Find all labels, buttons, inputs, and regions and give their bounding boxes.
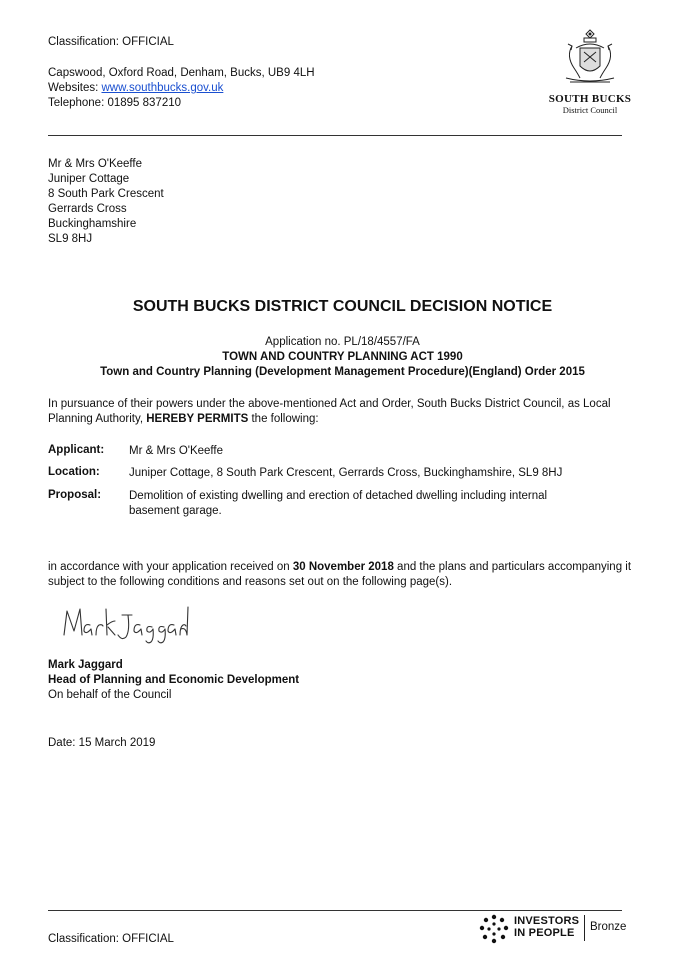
iip-line-2: IN PEOPLE bbox=[514, 927, 575, 939]
location-value: Juniper Cottage, 8 South Park Crescent, Gerrards Cross, Buckinghamshire, SL9 8HJ bbox=[129, 467, 563, 479]
location-label: Location: bbox=[48, 466, 100, 478]
recipient-line: Gerrards Cross bbox=[48, 203, 127, 215]
applicant-value: Mr & Mrs O'Keeffe bbox=[129, 445, 224, 457]
recipient-line: Mr & Mrs O'Keeffe bbox=[48, 158, 143, 170]
investors-in-people-icon bbox=[478, 913, 510, 945]
recipient-line: Juniper Cottage bbox=[48, 173, 130, 185]
footer-classification: Classification: OFFICIAL bbox=[48, 933, 174, 945]
accordance-line-2: subject to the following conditions and reasons set out on the following page(s). bbox=[48, 576, 453, 588]
telephone-line: Telephone: 01895 837210 bbox=[48, 97, 182, 109]
proposal-line-2: basement garage. bbox=[129, 505, 222, 517]
iip-separator bbox=[584, 915, 585, 941]
signatory-position: Head of Planning and Economic Development bbox=[48, 674, 300, 686]
website-link[interactable]: www.southbucks.gov.uk bbox=[101, 82, 224, 94]
accordance-line-1 bbox=[48, 560, 648, 575]
recipient-line: 8 South Park Crescent bbox=[48, 188, 164, 200]
accordance-text: and the plans and particulars accompanying it bbox=[393, 561, 632, 573]
order-heading: Town and Country Planning (Development Management Procedure)(England) Order 2015 bbox=[100, 366, 585, 378]
handwritten-signature bbox=[60, 605, 190, 645]
websites-line bbox=[48, 81, 223, 96]
proposal-label: Proposal: bbox=[48, 489, 102, 501]
header-classification: Classification: OFFICIAL bbox=[48, 36, 174, 48]
investors-in-people-logo bbox=[478, 911, 628, 947]
logo-name: SOUTH BUCKS bbox=[548, 93, 632, 105]
iip-wordmark bbox=[514, 915, 579, 939]
notice-date: Date: 15 March 2019 bbox=[48, 737, 156, 749]
recipient-line: Buckinghamshire bbox=[48, 218, 137, 230]
header-divider bbox=[48, 135, 622, 136]
act-heading: TOWN AND COUNTRY PLANNING ACT 1990 bbox=[222, 351, 463, 363]
proposal-line-1: Demolition of existing dwelling and erection of detached dwelling including internal bbox=[129, 490, 548, 502]
received-date: 30 November 2018 bbox=[292, 561, 394, 573]
coat-of-arms-icon bbox=[558, 26, 622, 88]
proposal-value bbox=[129, 489, 609, 519]
logo-subtitle: District Council bbox=[562, 105, 618, 115]
intro-text: the following: bbox=[248, 413, 319, 425]
intro-text: Planning Authority, bbox=[48, 413, 147, 425]
accordance-paragraph bbox=[48, 560, 648, 590]
applicant-label: Applicant: bbox=[48, 444, 105, 456]
intro-line-2 bbox=[48, 412, 638, 427]
intro-line-1: In pursuance of their powers under the above-mentioned Act and Order, South Bucks District Council, as Local bbox=[48, 398, 611, 410]
on-behalf-text: On behalf of the Council bbox=[48, 689, 172, 701]
websites-label: Websites: bbox=[48, 82, 102, 94]
recipient-line: SL9 8HJ bbox=[48, 233, 93, 245]
accordance-text: in accordance with your application received on bbox=[48, 561, 293, 573]
council-logo bbox=[548, 26, 632, 115]
hereby-permits: HEREBY PERMITS bbox=[146, 413, 249, 425]
council-address: Capswood, Oxford Road, Denham, Bucks, UB9 4LH bbox=[48, 67, 315, 79]
iip-line-1: INVESTORS bbox=[514, 915, 580, 927]
application-number: Application no. PL/18/4557/FA bbox=[265, 336, 420, 348]
iip-level: Bronze bbox=[590, 921, 627, 933]
recipient-address bbox=[48, 157, 164, 247]
intro-paragraph bbox=[48, 397, 638, 427]
signatory-name: Mark Jaggard bbox=[48, 659, 123, 671]
notice-title: SOUTH BUCKS DISTRICT COUNCIL DECISION NOTICE bbox=[132, 298, 553, 315]
